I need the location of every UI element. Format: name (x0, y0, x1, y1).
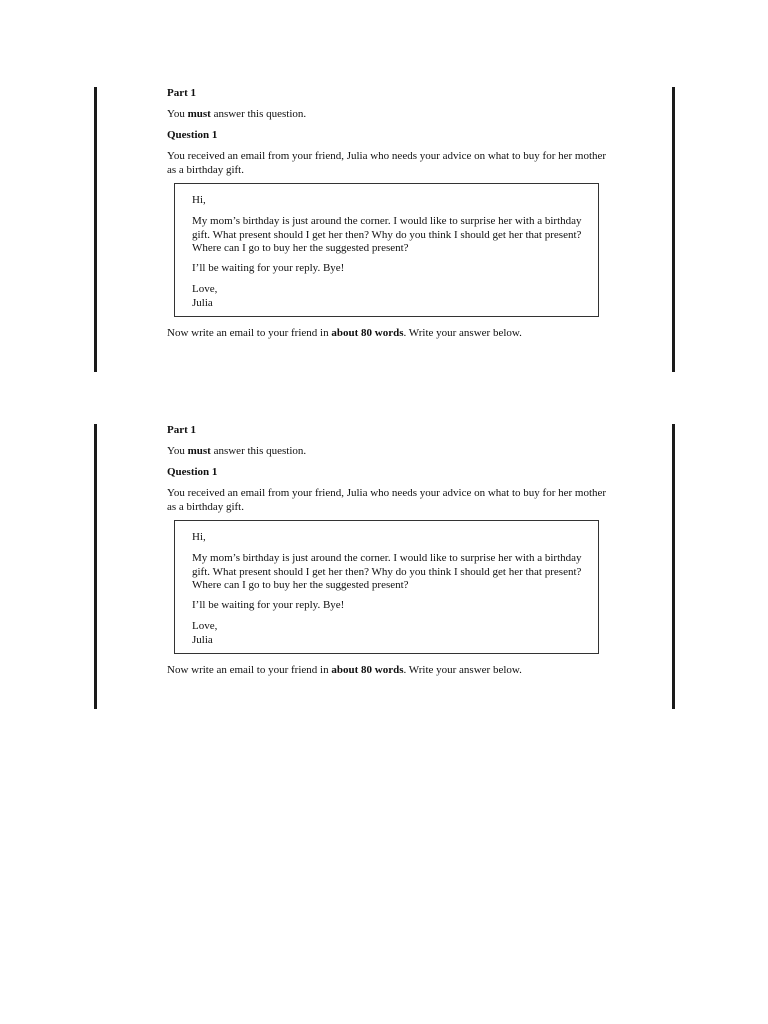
instruction-emphasis: must (187, 445, 211, 457)
part-title: Part 1 (167, 87, 197, 99)
question-prompt: You received an email from your friend, Julia who needs your advice on what to buy for her mother as a birthday gift. (167, 150, 607, 176)
instruction-text (167, 445, 306, 459)
email-signature: Julia (192, 296, 213, 309)
question-block-1 (0, 87, 768, 372)
task-instruction (167, 327, 607, 341)
left-margin-bar (94, 424, 97, 709)
task-post: . Write your answer below. (403, 664, 522, 676)
instruction-pre: You (167, 108, 188, 120)
question-prompt: You received an email from your friend, Julia who needs your advice on what to buy for her mother as a birthday gift. (167, 487, 607, 513)
part-title: Part 1 (167, 424, 197, 436)
task-instruction (167, 664, 607, 678)
instruction-emphasis: must (187, 108, 211, 120)
email-signoff: Love, (192, 620, 218, 632)
right-margin-bar (672, 424, 675, 709)
email-closing-line: I’ll be waiting for your reply. Bye! (192, 599, 345, 611)
task-pre: Now write an email to your friend in (167, 664, 332, 676)
email-greeting: Hi, (192, 194, 206, 206)
left-margin-bar (94, 87, 97, 372)
email-body: My mom’s birthday is just around the corner. I would like to surprise her with a birthday gift. What present should I get her then? Why do you think I should get her that present? Where can I go to buy her the suggested present? (192, 215, 582, 254)
instruction-post: answer this question. (210, 445, 307, 457)
email-signoff: Love, (192, 283, 218, 295)
email-box (174, 520, 599, 654)
email-signature: Julia (192, 633, 213, 646)
question-block-2 (0, 424, 768, 709)
question-title: Question 1 (167, 466, 218, 478)
right-margin-bar (672, 87, 675, 372)
instruction-pre: You (167, 445, 188, 457)
instruction-text (167, 108, 306, 122)
email-body: My mom’s birthday is just around the corner. I would like to surprise her with a birthday gift. What present should I get her then? Why do you think I should get her that present? Where can I go to buy her the suggested present? (192, 552, 582, 591)
email-closing-line: I’ll be waiting for your reply. Bye! (192, 262, 345, 274)
task-word-count: about 80 words (331, 327, 404, 339)
question-title: Question 1 (167, 129, 218, 141)
email-box (174, 183, 599, 317)
task-post: . Write your answer below. (403, 327, 522, 339)
instruction-post: answer this question. (210, 108, 307, 120)
task-word-count: about 80 words (331, 664, 404, 676)
task-pre: Now write an email to your friend in (167, 327, 332, 339)
email-greeting: Hi, (192, 531, 206, 543)
